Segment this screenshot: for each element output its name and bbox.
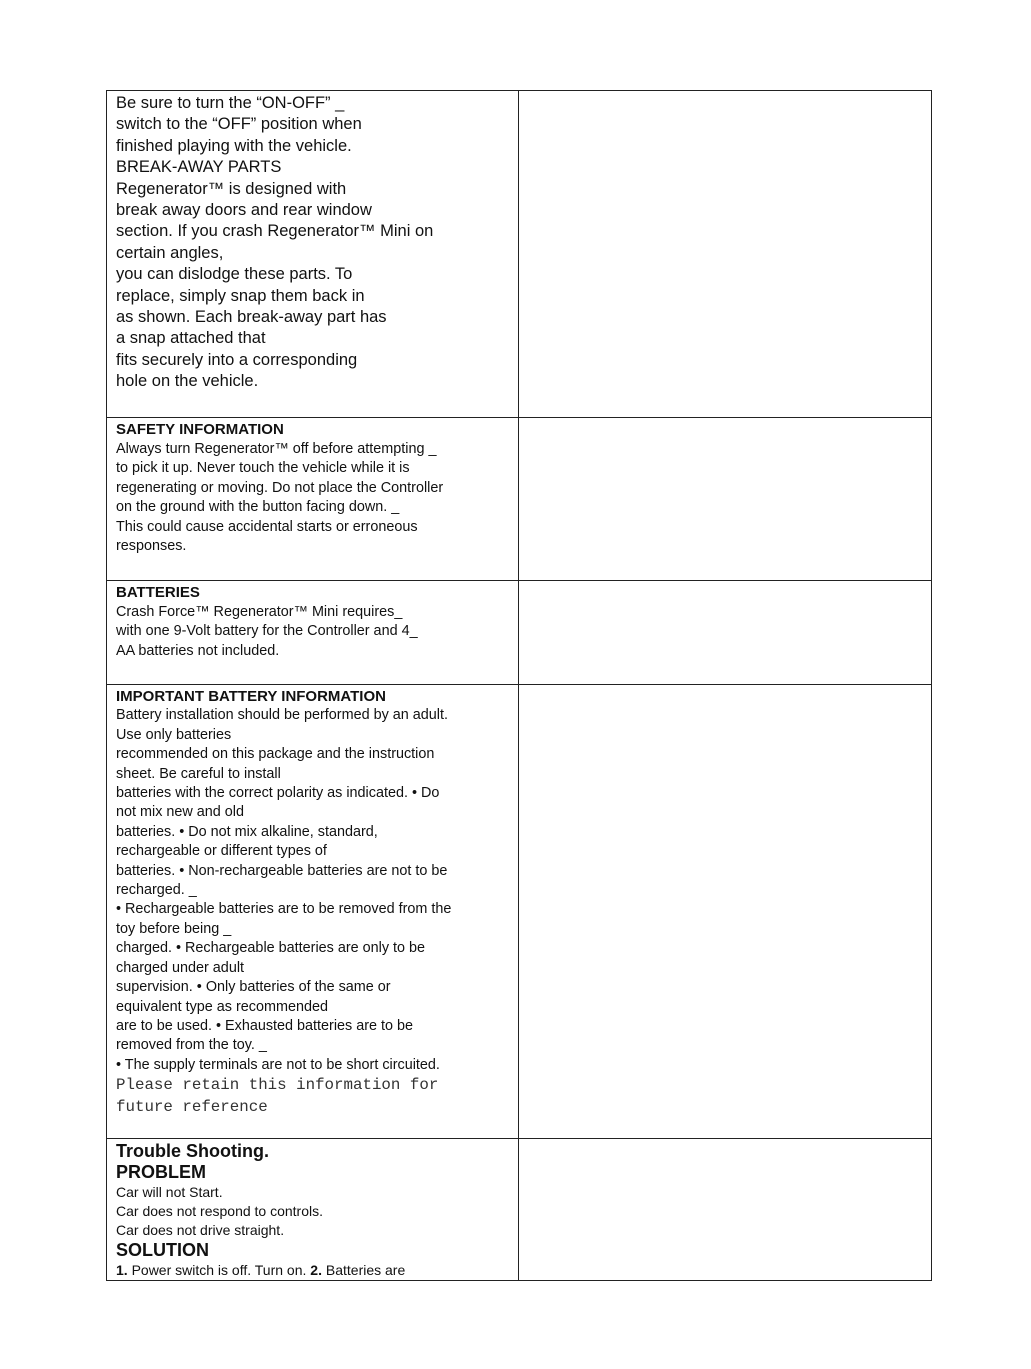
text-line: a snap attached that	[116, 329, 266, 348]
batteries-text	[116, 603, 510, 662]
problem-list	[116, 1183, 510, 1240]
text-line: on the ground with the button facing down. _	[116, 499, 400, 515]
text-line: sheet. Be careful to install	[116, 765, 281, 782]
safety-information-text	[116, 440, 510, 557]
break-away-parts-cell	[107, 91, 519, 418]
text-line: hole on the vehicle.	[116, 372, 259, 391]
text-line: • The supply terminals are not to be short circuited.	[116, 1056, 440, 1073]
text-line: Crash Force™ Regenerator™ Mini requires_	[116, 603, 403, 620]
battery-information-cell	[107, 685, 519, 1139]
battery-information-text	[116, 706, 510, 1075]
table-row	[107, 91, 932, 418]
text-line: fits securely into a corresponding	[116, 350, 358, 369]
table-row	[107, 418, 932, 581]
empty-cell	[519, 418, 932, 581]
section-heading: IMPORTANT BATTERY INFORMATION	[116, 688, 386, 705]
text-line: rechargeable or different types of	[116, 843, 327, 860]
text-line: with one 9-Volt battery for the Controller and 4_	[116, 623, 418, 639]
text-line: removed from the toy. _	[116, 1037, 267, 1054]
empty-cell	[519, 685, 932, 1139]
solution-number: 2.	[310, 1262, 322, 1278]
table-row	[107, 581, 932, 685]
text-line: replace, simply snap them back in	[116, 286, 365, 305]
text-line: batteries. • Non-rechargeable batteries are not to be	[116, 862, 448, 879]
text-line: finished playing with the vehicle.	[116, 136, 352, 155]
solution-item: Batteries are	[321, 1262, 406, 1278]
text-line: toy before being _	[116, 920, 232, 937]
text-line: batteries. • Do not mix alkaline, standard,	[116, 823, 378, 840]
text-line: equivalent type as recommended	[116, 998, 328, 1015]
text-line: switch to the “OFF” position when	[116, 115, 362, 134]
trouble-shooting-title: Trouble Shooting.	[116, 1141, 269, 1161]
batteries-cell	[107, 581, 519, 685]
text-line: Battery installation should be performed by an adult.	[116, 707, 448, 724]
empty-cell	[519, 91, 932, 418]
text-line: Use only batteries	[116, 726, 232, 743]
solution-item: Power switch is off. Turn on.	[127, 1262, 311, 1278]
break-away-parts-text	[107, 91, 518, 393]
section-heading: SAFETY INFORMATION	[116, 421, 284, 438]
text-line: Please retain this information for	[116, 1076, 439, 1095]
text-line: AA batteries not included.	[116, 642, 280, 659]
text-line: you can dislodge these parts. To	[116, 265, 353, 284]
text-line: not mix new and old	[116, 804, 244, 821]
solution-heading: SOLUTION	[116, 1240, 209, 1260]
text-line: as shown. Each break-away part has	[116, 308, 387, 327]
text-line: break away doors and rear window	[116, 201, 372, 220]
problem-item: Car will not Start.	[116, 1184, 223, 1200]
solution-number: 1.	[116, 1262, 128, 1278]
solution-text	[116, 1261, 510, 1280]
empty-cell	[519, 581, 932, 685]
trouble-shooting-cell	[107, 1139, 519, 1281]
text-line: to pick it up. Never touch the vehicle while it is	[116, 460, 410, 476]
text-line: Regenerator™ is designed with	[116, 179, 347, 198]
text-line: charged. • Rechargeable batteries are only to be	[116, 940, 426, 957]
text-line: • Rechargeable batteries are to be removed from the	[116, 901, 452, 918]
text-line: Be sure to turn the “ON-OFF” _	[116, 94, 345, 112]
problem-heading: PROBLEM	[116, 1162, 206, 1182]
text-line: charged under adult	[116, 959, 245, 976]
section-heading: BATTERIES	[116, 584, 200, 601]
problem-item: Car does not respond to controls.	[116, 1203, 324, 1219]
text-line: regenerating or moving. Do not place the Controller	[116, 479, 444, 496]
text-line: BREAK-AWAY PARTS	[116, 158, 282, 177]
document-table	[106, 90, 932, 1281]
text-line: recommended on this package and the instruction	[116, 746, 435, 763]
text-line: responses.	[116, 538, 187, 554]
text-line: future reference	[116, 1097, 268, 1116]
text-line: Always turn Regenerator™ off before attempting _	[116, 440, 437, 457]
table-row	[107, 685, 932, 1139]
text-line: batteries with the correct polarity as indicated. • Do	[116, 785, 440, 802]
text-line: certain angles,	[116, 243, 224, 262]
text-line: supervision. • Only batteries of the same or	[116, 979, 391, 996]
text-line: are to be used. • Exhausted batteries are to be	[116, 1017, 414, 1034]
retain-notice	[116, 1075, 510, 1118]
problem-item: Car does not drive straight.	[116, 1222, 285, 1238]
table-row	[107, 1139, 932, 1281]
safety-information-cell	[107, 418, 519, 581]
text-line: recharged. _	[116, 882, 197, 899]
text-line: section. If you crash Regenerator™ Mini on	[116, 222, 434, 241]
empty-cell	[519, 1139, 932, 1281]
text-line: This could cause accidental starts or erroneous	[116, 518, 418, 535]
